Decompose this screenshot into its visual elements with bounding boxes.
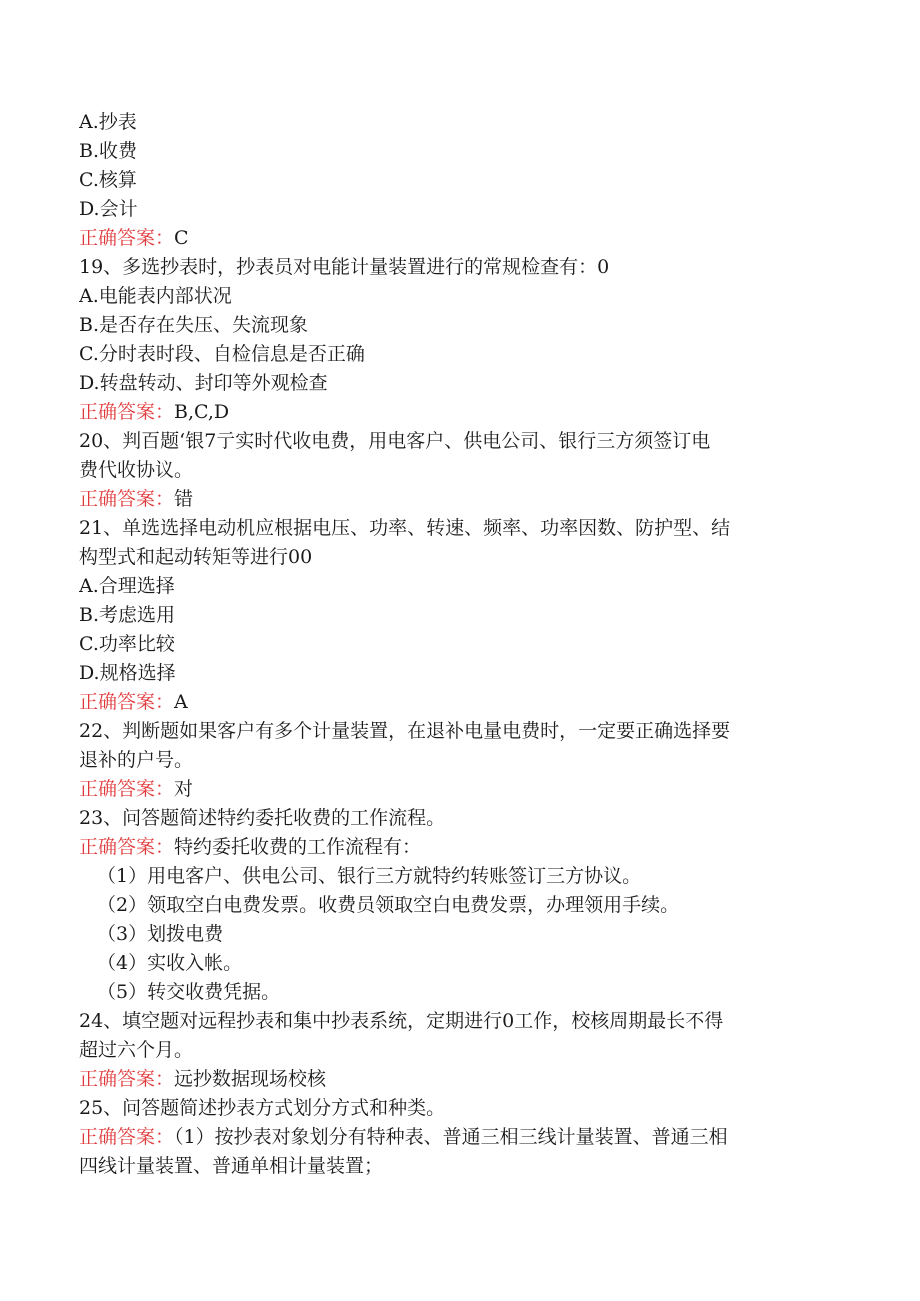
answer-line [79, 224, 839, 253]
question-line: 21、单选选择电动机应根据电压、功率、转速、频率、功率因数、防护型、结 [79, 517, 731, 539]
answer-step-line: （4）实收入帐。 [97, 952, 243, 974]
question-line: 22、判断题如果客户有多个计量装置，在退补电量电费时，一定要正确选择要 [79, 720, 731, 742]
option-line: A.抄表 [79, 111, 137, 133]
question-line: 25、问答题简述抄表方式划分方式和种类。 [79, 1097, 446, 1119]
answer-label: 正确答案： [79, 401, 175, 423]
answer-label: 正确答案： [79, 1068, 175, 1090]
question-line: 23、问答题简述特约委托收费的工作流程。 [79, 807, 446, 829]
document-body [79, 108, 839, 1181]
question-line: 退补的户号。 [79, 749, 194, 771]
answer-label: 正确答案： [79, 778, 175, 800]
answer-value: 特约委托收费的工作流程有： [174, 836, 422, 858]
answer-label: 正确答案： [79, 691, 175, 713]
answer-step-line: （2）领取空白电费发票。收费员领取空白电费发票，办理领用手续。 [97, 894, 680, 916]
answer-step-line: （5）转交收费凭据。 [97, 981, 281, 1003]
option-line: D.规格选择 [79, 662, 176, 684]
answer-line [79, 688, 839, 717]
answer-label: 正确答案： [79, 836, 175, 858]
answer-value: 错 [174, 488, 194, 510]
answer-step-line: （3）划拨电费 [97, 923, 224, 945]
question-line: 四线计量装置、普通单相计量装置； [79, 1155, 384, 1177]
question-line: 24、填空题对远程抄表和集中抄表系统，定期进行0工作，校核周期最长不得 [79, 1010, 724, 1032]
answer-label: 正确答案： [79, 488, 175, 510]
option-line: D.会计 [79, 198, 138, 220]
option-line: D.转盘转动、封印等外观检查 [79, 372, 328, 394]
option-line: A.电能表内部状况 [79, 285, 232, 307]
answer-line [79, 775, 839, 804]
answer-value: C [174, 227, 189, 249]
answer-line [79, 1123, 839, 1152]
question-line: 费代收协议。 [79, 459, 194, 481]
answer-line [79, 1065, 839, 1094]
answer-label: 正确答案： [79, 227, 175, 249]
answer-line [79, 833, 839, 862]
option-line: C.分时表时段、自检信息是否正确 [79, 343, 365, 365]
option-line: C.功率比较 [79, 633, 175, 655]
answer-value: A [174, 691, 188, 713]
answer-line [79, 398, 839, 427]
answer-line [79, 485, 839, 514]
question-line: 超过六个月。 [79, 1039, 194, 1061]
option-line: C.核算 [79, 169, 137, 191]
option-line: B.收费 [79, 140, 138, 162]
option-line: B.是否存在失压、失流现象 [79, 314, 309, 336]
answer-step-line: （1）用电客户、供电公司、银行三方就特约转账签订三方协议。 [97, 865, 642, 887]
answer-value: 远抄数据现场校核 [174, 1068, 327, 1090]
answer-label: 正确答案： [79, 1126, 175, 1148]
question-line: 20、判百题‘银7亍实时代收电费，用电客户、供电公司、银行三方须签订电 [79, 430, 711, 452]
question-line: 构型式和起动转矩等进行00 [79, 546, 313, 568]
answer-value: （1）按抄表对象划分有特种表、普通三相三线计量装置、普通三相 [174, 1126, 728, 1148]
question-line: 19、多选抄表时，抄表员对电能计量装置进行的常规检查有：0 [79, 256, 610, 278]
answer-value: B,C,D [174, 401, 230, 423]
option-line: B.考虑选用 [79, 604, 176, 626]
answer-value: 对 [174, 778, 194, 800]
option-line: A.合理选择 [79, 575, 175, 597]
